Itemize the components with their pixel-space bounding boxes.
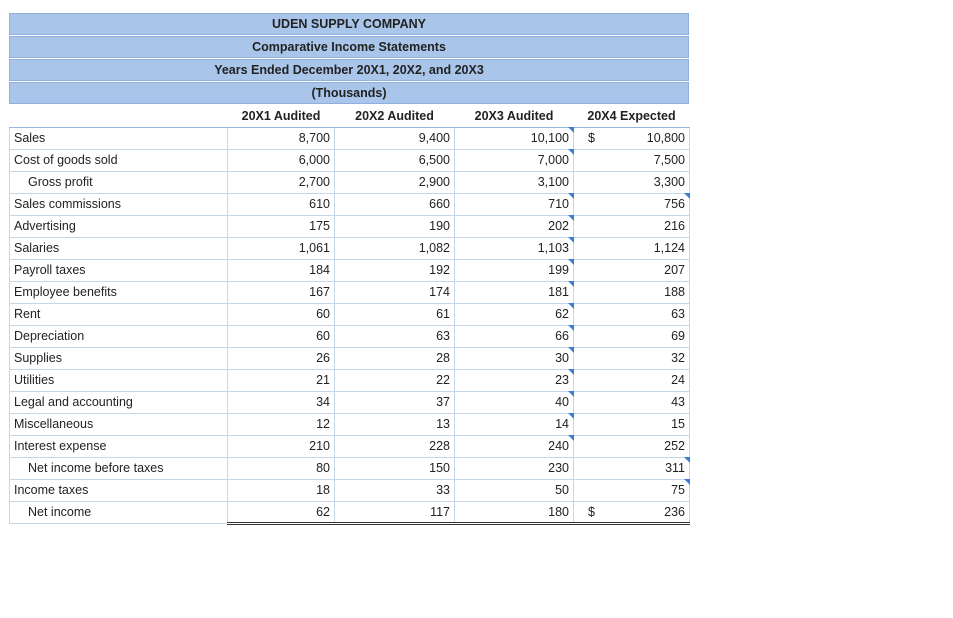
value-cell-v2 [335, 303, 455, 325]
value-cell-v3 [455, 391, 574, 413]
value-text: 32 [671, 351, 685, 365]
value-cell-v3 [455, 237, 574, 259]
value-text: 7,000 [537, 153, 569, 167]
value-cell-v4[interactable] [574, 149, 690, 171]
value-cell-v2 [335, 237, 455, 259]
value-cell-v2 [335, 391, 455, 413]
value-text: 7,500 [653, 153, 685, 167]
value-text: 18 [316, 483, 330, 497]
cell-comment-marker-icon [684, 479, 690, 485]
value-cell-v3 [455, 457, 574, 479]
value-text: 1,082 [418, 241, 450, 255]
value-cell-v2 [335, 501, 455, 523]
table-row [10, 369, 690, 391]
value-text: 75 [671, 483, 685, 497]
value-cell-v3 [455, 347, 574, 369]
value-cell-v1 [228, 369, 335, 391]
statement-period: Years Ended December 20X1, 20X2, and 20X3 [214, 63, 484, 77]
value-text: 63 [436, 329, 450, 343]
value-text: 40 [555, 395, 569, 409]
row-label: Advertising [10, 215, 228, 237]
value-cell-v4[interactable] [574, 127, 690, 149]
value-text: 2,900 [418, 175, 450, 189]
value-text: 13 [436, 417, 450, 431]
statement-title: Comparative Income Statements [252, 40, 446, 54]
value-text: 202 [548, 219, 569, 233]
value-text: 1,061 [298, 241, 330, 255]
value-text: 63 [671, 307, 685, 321]
value-text: 62 [316, 504, 330, 519]
value-cell-v1 [228, 325, 335, 347]
value-text: 9,400 [418, 131, 450, 145]
value-cell-v4[interactable] [574, 391, 690, 413]
value-cell-v4[interactable] [574, 501, 690, 523]
value-cell-v4[interactable] [574, 347, 690, 369]
column-header-20x1: 20X1 Audited [228, 105, 335, 127]
value-cell-v1 [228, 281, 335, 303]
table-row [10, 347, 690, 369]
value-cell-v3 [455, 303, 574, 325]
value-cell-v2 [335, 259, 455, 281]
table-row [10, 237, 690, 259]
value-text: 10,800 [646, 131, 685, 145]
value-text: 15 [671, 417, 685, 431]
cell-comment-marker-icon [684, 193, 690, 199]
income-statement-table [9, 105, 690, 525]
value-text: 210 [309, 439, 330, 453]
table-row [10, 281, 690, 303]
value-text: 60 [316, 329, 330, 343]
value-cell-v3 [455, 435, 574, 457]
value-text: 252 [664, 439, 685, 453]
value-text: 14 [555, 417, 569, 431]
value-text: 62 [555, 307, 569, 321]
value-cell-v2 [335, 457, 455, 479]
row-label: Sales commissions [10, 193, 228, 215]
value-text: 175 [309, 219, 330, 233]
value-cell-v4[interactable] [574, 171, 690, 193]
value-cell-v2 [335, 215, 455, 237]
value-cell-v3 [455, 413, 574, 435]
value-cell-v4[interactable] [574, 303, 690, 325]
value-cell-v3 [455, 149, 574, 171]
row-label: Sales [10, 127, 228, 149]
value-text: 216 [664, 219, 685, 233]
value-cell-v3 [455, 479, 574, 501]
value-text: 236 [664, 504, 685, 519]
value-cell-v1 [228, 149, 335, 171]
value-text: 610 [309, 197, 330, 211]
value-cell-v1 [228, 127, 335, 149]
value-cell-v2 [335, 369, 455, 391]
value-cell-v1 [228, 303, 335, 325]
value-text: 6,000 [298, 153, 330, 167]
column-header-20x3: 20X3 Audited [455, 105, 574, 127]
value-text: 69 [671, 329, 685, 343]
table-row [10, 457, 690, 479]
row-label: Net income before taxes [10, 457, 228, 479]
value-cell-v1 [228, 479, 335, 501]
value-text: 311 [665, 461, 685, 475]
value-cell-v1 [228, 171, 335, 193]
table-row [10, 391, 690, 413]
value-cell-v3 [455, 171, 574, 193]
value-text: 756 [664, 197, 685, 211]
blank-header-cell [10, 105, 228, 127]
value-text: 174 [429, 285, 450, 299]
value-text: 33 [436, 483, 450, 497]
value-cell-v3 [455, 501, 574, 523]
value-cell-v4[interactable] [574, 281, 690, 303]
value-text: 60 [316, 307, 330, 321]
row-label: Gross profit [10, 171, 228, 193]
value-text: 199 [548, 263, 569, 277]
column-header-row [10, 105, 690, 127]
currency-symbol: $ [588, 504, 595, 519]
row-label: Miscellaneous [10, 413, 228, 435]
value-cell-v2 [335, 149, 455, 171]
value-text: 6,500 [418, 153, 450, 167]
table-row [10, 303, 690, 325]
value-cell-v4[interactable] [574, 435, 690, 457]
value-text: 24 [671, 373, 685, 387]
value-text: 184 [309, 263, 330, 277]
row-label: Income taxes [10, 479, 228, 501]
value-text: 167 [309, 285, 330, 299]
table-row [10, 259, 690, 281]
row-label: Net income [10, 501, 228, 523]
value-cell-v1 [228, 501, 335, 523]
currency-symbol: $ [588, 130, 595, 145]
value-cell-v1 [228, 347, 335, 369]
value-cell-v3 [455, 325, 574, 347]
value-cell-v4[interactable] [574, 237, 690, 259]
value-text: 61 [436, 307, 450, 321]
value-text: 192 [429, 263, 450, 277]
value-cell-v1 [228, 215, 335, 237]
units-cell [9, 82, 689, 104]
value-cell-v2 [335, 127, 455, 149]
value-text: 43 [671, 395, 685, 409]
table-row [10, 215, 690, 237]
value-text: 230 [548, 461, 569, 475]
period-cell [9, 59, 689, 81]
value-cell-v1 [228, 435, 335, 457]
value-cell-v3 [455, 259, 574, 281]
row-label: Legal and accounting [10, 391, 228, 413]
value-cell-v1 [228, 259, 335, 281]
table-row [10, 325, 690, 347]
value-cell-v4[interactable] [574, 193, 690, 215]
value-cell-v4[interactable] [574, 457, 690, 479]
company-name-cell [9, 13, 689, 35]
value-text: 80 [316, 461, 330, 475]
table-row [10, 413, 690, 435]
company-name: UDEN SUPPLY COMPANY [272, 17, 426, 31]
value-text: 207 [664, 263, 685, 277]
value-cell-v1 [228, 391, 335, 413]
value-cell-v2 [335, 347, 455, 369]
value-text: 22 [436, 373, 450, 387]
statement-title-cell [9, 36, 689, 58]
value-cell-v1 [228, 193, 335, 215]
value-cell-v2 [335, 413, 455, 435]
value-cell-v3 [455, 127, 574, 149]
statement-units: (Thousands) [311, 86, 387, 100]
value-text: 188 [664, 285, 685, 299]
row-label: Salaries [10, 237, 228, 259]
value-text: 30 [555, 351, 569, 365]
value-text: 240 [548, 439, 569, 453]
value-text: 21 [316, 373, 330, 387]
value-text: 12 [316, 417, 330, 431]
income-statement-sheet [9, 13, 689, 525]
value-text: 190 [429, 219, 450, 233]
table-row [10, 435, 690, 457]
value-text: 10,100 [530, 131, 569, 145]
row-label: Interest expense [10, 435, 228, 457]
value-text: 660 [429, 197, 450, 211]
row-label: Employee benefits [10, 281, 228, 303]
value-text: 1,103 [537, 241, 569, 255]
table-row [10, 127, 690, 149]
row-label: Rent [10, 303, 228, 325]
value-cell-v4[interactable] [574, 259, 690, 281]
value-cell-v1 [228, 413, 335, 435]
value-text: 710 [548, 197, 569, 211]
value-cell-v4[interactable] [574, 325, 690, 347]
column-header-20x4: 20X4 Expected [574, 105, 690, 127]
table-row [10, 171, 690, 193]
table-row [10, 501, 690, 523]
value-cell-v1 [228, 237, 335, 259]
value-text: 26 [316, 351, 330, 365]
value-text: 23 [555, 373, 569, 387]
table-row [10, 193, 690, 215]
row-label: Payroll taxes [10, 259, 228, 281]
row-label: Utilities [10, 369, 228, 391]
value-text: 34 [316, 395, 330, 409]
value-text: 150 [429, 461, 450, 475]
value-cell-v4[interactable] [574, 479, 690, 501]
value-cell-v3 [455, 193, 574, 215]
value-cell-v2 [335, 479, 455, 501]
value-text: 28 [436, 351, 450, 365]
value-text: 3,300 [653, 175, 685, 189]
value-cell-v2 [335, 171, 455, 193]
value-text: 37 [436, 395, 450, 409]
value-cell-v1 [228, 457, 335, 479]
row-label: Supplies [10, 347, 228, 369]
value-text: 8,700 [298, 131, 330, 145]
value-text: 117 [430, 504, 450, 519]
value-text: 66 [555, 329, 569, 343]
table-row [10, 479, 690, 501]
value-text: 228 [429, 439, 450, 453]
value-text: 50 [555, 483, 569, 497]
value-text: 1,124 [653, 241, 685, 255]
value-cell-v2 [335, 435, 455, 457]
cell-comment-marker-icon [684, 457, 690, 463]
row-label: Depreciation [10, 325, 228, 347]
value-cell-v2 [335, 193, 455, 215]
value-text: 181 [548, 285, 569, 299]
value-cell-v2 [335, 325, 455, 347]
column-header-20x2: 20X2 Audited [335, 105, 455, 127]
value-cell-v3 [455, 369, 574, 391]
value-cell-v3 [455, 281, 574, 303]
table-row [10, 149, 690, 171]
value-cell-v4[interactable] [574, 215, 690, 237]
value-text: 2,700 [298, 175, 330, 189]
value-cell-v2 [335, 281, 455, 303]
value-text: 180 [548, 504, 569, 519]
row-label: Cost of goods sold [10, 149, 228, 171]
value-cell-v4[interactable] [574, 369, 690, 391]
value-cell-v4[interactable] [574, 413, 690, 435]
value-cell-v3 [455, 215, 574, 237]
value-text: 3,100 [537, 175, 569, 189]
